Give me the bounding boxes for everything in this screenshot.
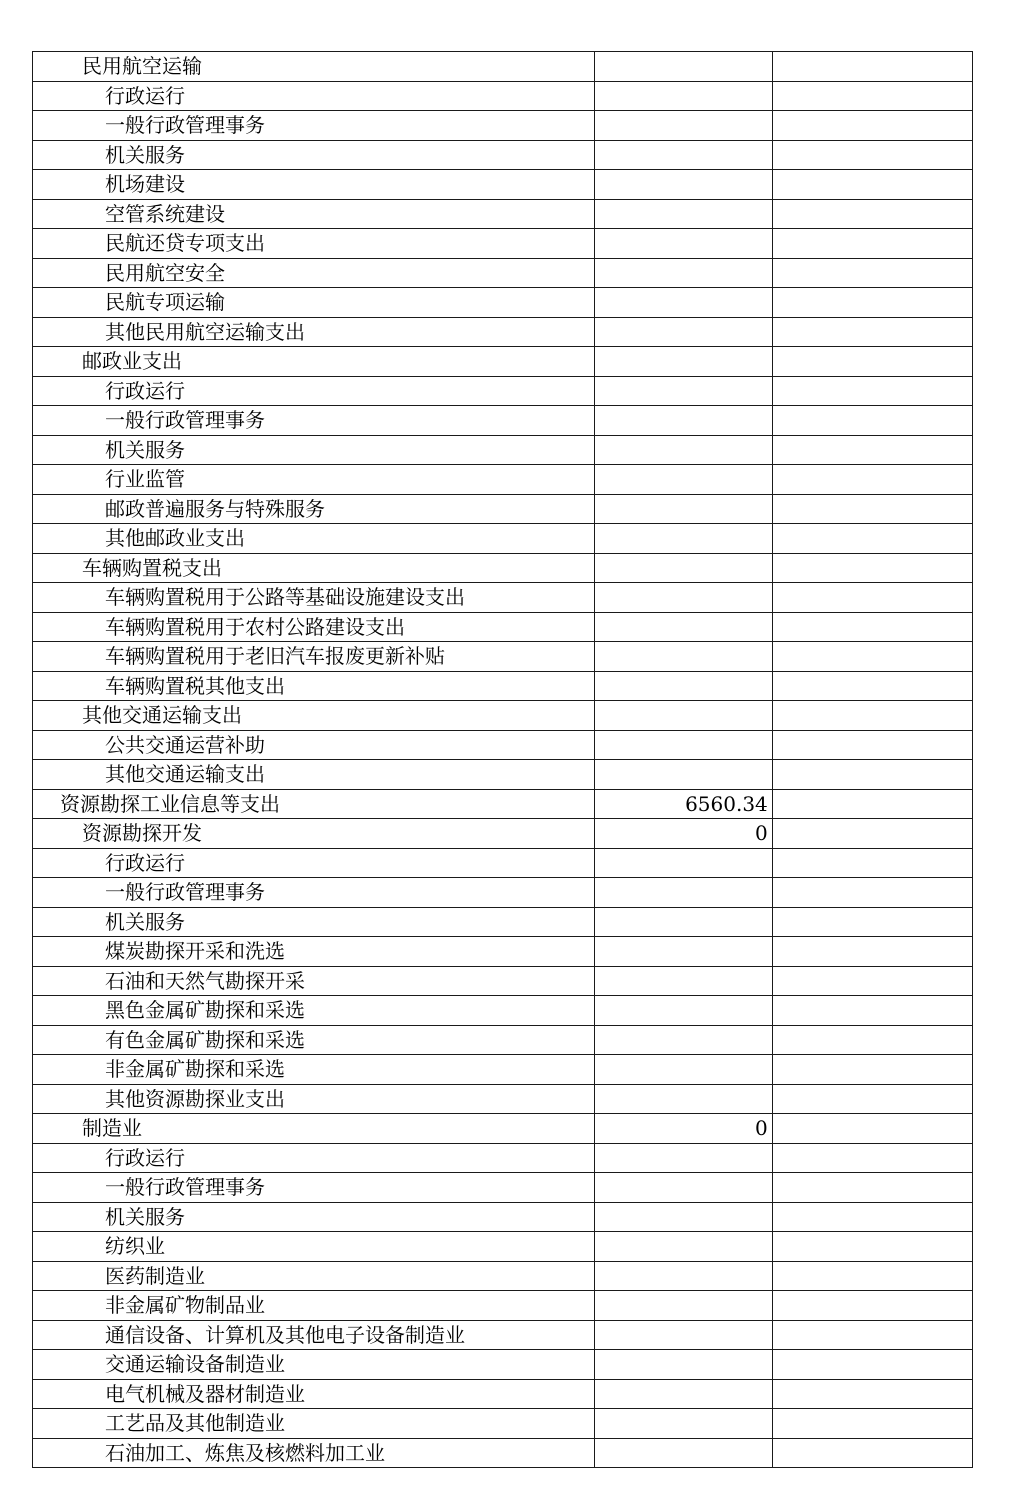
table-row (33, 494, 973, 524)
table-row (33, 288, 973, 318)
row-amount (594, 553, 772, 583)
row-label: 纺织业 (33, 1232, 595, 1262)
table-row (33, 1173, 973, 1203)
row-amount (594, 465, 772, 495)
table-row (33, 907, 973, 937)
table-row (33, 1350, 973, 1380)
row-label: 车辆购置税其他支出 (33, 671, 595, 701)
row-amount (594, 1350, 772, 1380)
row-amount (594, 170, 772, 200)
table-row (33, 730, 973, 760)
table-row (33, 1143, 973, 1173)
table-row (33, 406, 973, 436)
row-extra (772, 966, 972, 996)
row-extra (772, 671, 972, 701)
row-extra (772, 347, 972, 377)
row-label: 民航专项运输 (33, 288, 595, 318)
row-extra (772, 878, 972, 908)
row-extra (772, 376, 972, 406)
row-extra (772, 1409, 972, 1439)
row-label: 资源勘探开发 (33, 819, 595, 849)
table-row (33, 1232, 973, 1262)
table-row (33, 701, 973, 731)
row-extra (772, 848, 972, 878)
row-amount (594, 701, 772, 731)
row-amount: 0 (594, 819, 772, 849)
row-label: 机关服务 (33, 1202, 595, 1232)
row-label: 电气机械及器材制造业 (33, 1379, 595, 1409)
row-amount (594, 848, 772, 878)
row-extra (772, 81, 972, 111)
row-label: 非金属矿勘探和采选 (33, 1055, 595, 1085)
row-amount (594, 376, 772, 406)
row-extra (772, 1143, 972, 1173)
row-amount (594, 1084, 772, 1114)
row-extra (772, 140, 972, 170)
row-label: 机关服务 (33, 140, 595, 170)
table-row (33, 1291, 973, 1321)
table-row (33, 52, 973, 82)
row-label: 非金属矿物制品业 (33, 1291, 595, 1321)
row-amount (594, 878, 772, 908)
row-label: 民用航空运输 (33, 52, 595, 82)
row-amount (594, 111, 772, 141)
row-amount (594, 1055, 772, 1085)
table-row (33, 848, 973, 878)
row-label: 机关服务 (33, 435, 595, 465)
row-amount (594, 140, 772, 170)
table-row (33, 465, 973, 495)
row-label: 车辆购置税用于公路等基础设施建设支出 (33, 583, 595, 613)
row-extra (772, 406, 972, 436)
table-row (33, 258, 973, 288)
row-extra (772, 524, 972, 554)
row-label: 制造业 (33, 1114, 595, 1144)
row-amount (594, 730, 772, 760)
row-amount (594, 524, 772, 554)
row-amount (594, 760, 772, 790)
row-extra (772, 1084, 972, 1114)
table-body (33, 52, 973, 1468)
row-extra (772, 612, 972, 642)
table-row (33, 524, 973, 554)
row-amount: 6560.34 (594, 789, 772, 819)
table-row (33, 170, 973, 200)
row-extra (772, 1055, 972, 1085)
table-row (33, 199, 973, 229)
table-row (33, 1084, 973, 1114)
table-row (33, 1055, 973, 1085)
row-extra (772, 1320, 972, 1350)
row-label: 工艺品及其他制造业 (33, 1409, 595, 1439)
row-amount (594, 1025, 772, 1055)
table-row (33, 317, 973, 347)
row-extra (772, 1350, 972, 1380)
row-label: 车辆购置税支出 (33, 553, 595, 583)
table-row (33, 1438, 973, 1468)
row-label: 石油和天然气勘探开采 (33, 966, 595, 996)
row-label: 其他民用航空运输支出 (33, 317, 595, 347)
table-row (33, 1320, 973, 1350)
row-extra (772, 1232, 972, 1262)
row-label: 资源勘探工业信息等支出 (33, 789, 595, 819)
row-extra (772, 288, 972, 318)
table-row (33, 1025, 973, 1055)
row-extra (772, 789, 972, 819)
row-extra (772, 465, 972, 495)
row-extra (772, 111, 972, 141)
table-row (33, 435, 973, 465)
table-row (33, 966, 973, 996)
table-row (33, 1202, 973, 1232)
table-row (33, 996, 973, 1026)
row-label: 民航还贷专项支出 (33, 229, 595, 259)
table-row (33, 229, 973, 259)
row-extra (772, 1379, 972, 1409)
row-amount (594, 288, 772, 318)
row-amount (594, 937, 772, 967)
row-label: 其他邮政业支出 (33, 524, 595, 554)
row-label: 通信设备、计算机及其他电子设备制造业 (33, 1320, 595, 1350)
table-row (33, 140, 973, 170)
row-extra (772, 170, 972, 200)
row-amount (594, 1379, 772, 1409)
row-label: 一般行政管理事务 (33, 406, 595, 436)
row-extra (772, 1173, 972, 1203)
row-amount (594, 52, 772, 82)
table-row (33, 376, 973, 406)
row-amount (594, 258, 772, 288)
table-row (33, 642, 973, 672)
row-extra (772, 258, 972, 288)
row-extra (772, 819, 972, 849)
row-amount (594, 671, 772, 701)
row-extra (772, 435, 972, 465)
row-amount (594, 1438, 772, 1468)
row-amount (594, 406, 772, 436)
row-amount (594, 81, 772, 111)
table-row (33, 878, 973, 908)
row-extra (772, 1438, 972, 1468)
row-extra (772, 229, 972, 259)
row-amount (594, 612, 772, 642)
row-extra (772, 553, 972, 583)
row-amount (594, 229, 772, 259)
row-extra (772, 760, 972, 790)
row-amount (594, 199, 772, 229)
row-amount (594, 966, 772, 996)
table-row (33, 789, 973, 819)
table-row (33, 760, 973, 790)
row-extra (772, 52, 972, 82)
row-label: 一般行政管理事务 (33, 111, 595, 141)
row-amount (594, 1261, 772, 1291)
table-row (33, 937, 973, 967)
row-extra (772, 1291, 972, 1321)
table-row (33, 1261, 973, 1291)
table-row (33, 111, 973, 141)
row-extra (772, 907, 972, 937)
row-label: 行政运行 (33, 376, 595, 406)
row-amount (594, 907, 772, 937)
row-label: 黑色金属矿勘探和采选 (33, 996, 595, 1026)
row-label: 机关服务 (33, 907, 595, 937)
table-row (33, 1114, 973, 1144)
row-extra (772, 1025, 972, 1055)
row-extra (772, 1261, 972, 1291)
row-label: 行业监管 (33, 465, 595, 495)
row-extra (772, 583, 972, 613)
row-amount (594, 494, 772, 524)
row-label: 一般行政管理事务 (33, 878, 595, 908)
row-amount (594, 1202, 772, 1232)
table-row (33, 81, 973, 111)
row-label: 交通运输设备制造业 (33, 1350, 595, 1380)
row-extra (772, 199, 972, 229)
table-row (33, 1409, 973, 1439)
table-row (33, 612, 973, 642)
row-amount (594, 317, 772, 347)
row-extra (772, 996, 972, 1026)
row-amount (594, 996, 772, 1026)
row-extra (772, 642, 972, 672)
row-amount (594, 1320, 772, 1350)
row-extra (772, 1114, 972, 1144)
row-amount (594, 642, 772, 672)
row-amount (594, 1409, 772, 1439)
row-label: 一般行政管理事务 (33, 1173, 595, 1203)
table-row (33, 553, 973, 583)
row-label: 石油加工、炼焦及核燃料加工业 (33, 1438, 595, 1468)
row-extra (772, 701, 972, 731)
table-row (33, 1379, 973, 1409)
expenditure-table (32, 51, 973, 1468)
row-extra (772, 937, 972, 967)
table-row (33, 819, 973, 849)
row-label: 有色金属矿勘探和采选 (33, 1025, 595, 1055)
table-row (33, 347, 973, 377)
row-extra (772, 317, 972, 347)
row-label: 民用航空安全 (33, 258, 595, 288)
table-row (33, 583, 973, 613)
row-label: 公共交通运营补助 (33, 730, 595, 760)
row-label: 邮政普遍服务与特殊服务 (33, 494, 595, 524)
row-label: 车辆购置税用于农村公路建设支出 (33, 612, 595, 642)
row-amount: 0 (594, 1114, 772, 1144)
row-amount (594, 347, 772, 377)
row-label: 邮政业支出 (33, 347, 595, 377)
row-label: 煤炭勘探开采和洗选 (33, 937, 595, 967)
row-amount (594, 1232, 772, 1262)
row-extra (772, 730, 972, 760)
row-label: 医药制造业 (33, 1261, 595, 1291)
row-amount (594, 435, 772, 465)
row-label: 其他交通运输支出 (33, 760, 595, 790)
row-label: 空管系统建设 (33, 199, 595, 229)
row-label: 行政运行 (33, 1143, 595, 1173)
row-amount (594, 583, 772, 613)
row-label: 其他资源勘探业支出 (33, 1084, 595, 1114)
row-extra (772, 1202, 972, 1232)
row-amount (594, 1173, 772, 1203)
row-extra (772, 494, 972, 524)
row-label: 车辆购置税用于老旧汽车报废更新补贴 (33, 642, 595, 672)
row-label: 行政运行 (33, 848, 595, 878)
row-label: 其他交通运输支出 (33, 701, 595, 731)
row-label: 行政运行 (33, 81, 595, 111)
row-amount (594, 1291, 772, 1321)
table-row (33, 671, 973, 701)
row-label: 机场建设 (33, 170, 595, 200)
row-amount (594, 1143, 772, 1173)
